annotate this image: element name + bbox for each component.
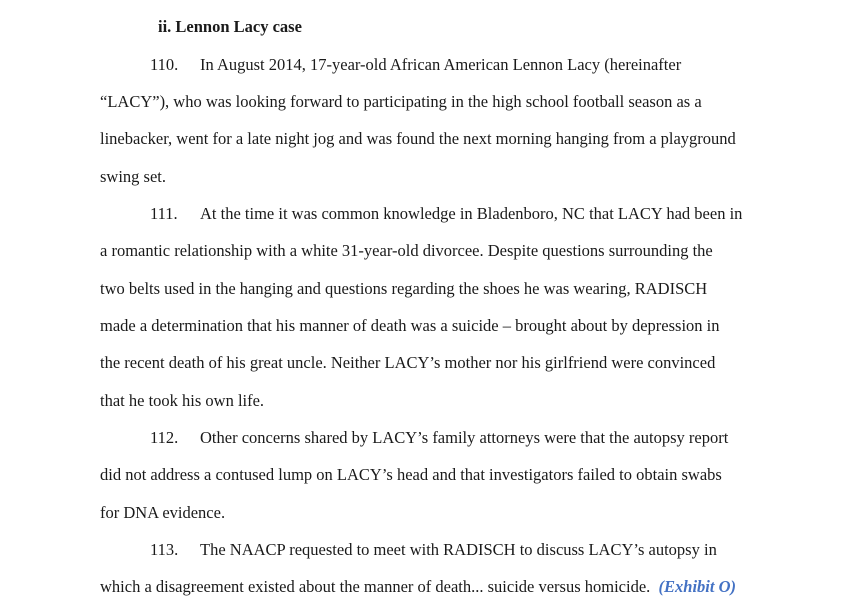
paragraph-line: swing set. (100, 167, 166, 186)
paragraph-line: that he took his own life. (100, 391, 265, 410)
paragraph-112-first-line (150, 428, 728, 448)
paragraph-line: did not address a contused lump on LACY’s head and that investigators failed to obtain swabs (100, 465, 722, 484)
paragraph-line: the recent death of his great uncle. Neither LACY’s mother nor his girlfriend were convinced (100, 353, 716, 372)
paragraph-line: made a determination that his manner of death was a suicide – brought about by depression in (100, 316, 720, 335)
paragraph-110-first-line (150, 55, 681, 75)
paragraph-text: The NAACP requested to meet with RADISCH to discuss LACY’s autopsy in (200, 540, 717, 559)
paragraph-text: In August 2014, 17-year-old African American Lennon Lacy (hereinafter (200, 55, 682, 74)
paragraph-text: Other concerns shared by LACY’s family attorneys were that the autopsy report (200, 428, 729, 447)
paragraph-113-first-line (150, 540, 717, 560)
paragraph-number: 110. (150, 55, 179, 74)
exhibit-reference-link[interactable]: (Exhibit O) (658, 577, 737, 596)
section-heading: ii. Lennon Lacy case (158, 17, 302, 36)
paragraph-line: for DNA evidence. (100, 503, 226, 522)
paragraph-text: At the time it was common knowledge in Bladenboro, NC that LACY had been in (200, 204, 743, 223)
paragraph-text: which a disagreement existed about the manner of death... suicide versus homicide. (100, 577, 651, 596)
paragraph-last-line (100, 577, 736, 597)
paragraph-line: a romantic relationship with a white 31-year-old divorcee. Despite questions surrounding the (100, 241, 713, 260)
paragraph-111-first-line (150, 204, 742, 224)
paragraph-number: 111. (150, 204, 178, 223)
paragraph-number: 113. (150, 540, 179, 559)
paragraph-line: two belts used in the hanging and questions regarding the shoes he was wearing, RADISCH (100, 279, 708, 298)
paragraph-line: “LACY”), who was looking forward to participating in the high school football season as a (100, 92, 702, 111)
paragraph-number: 112. (150, 428, 179, 447)
paragraph-line: linebacker, went for a late night jog and was found the next morning hanging from a playground (100, 129, 736, 148)
